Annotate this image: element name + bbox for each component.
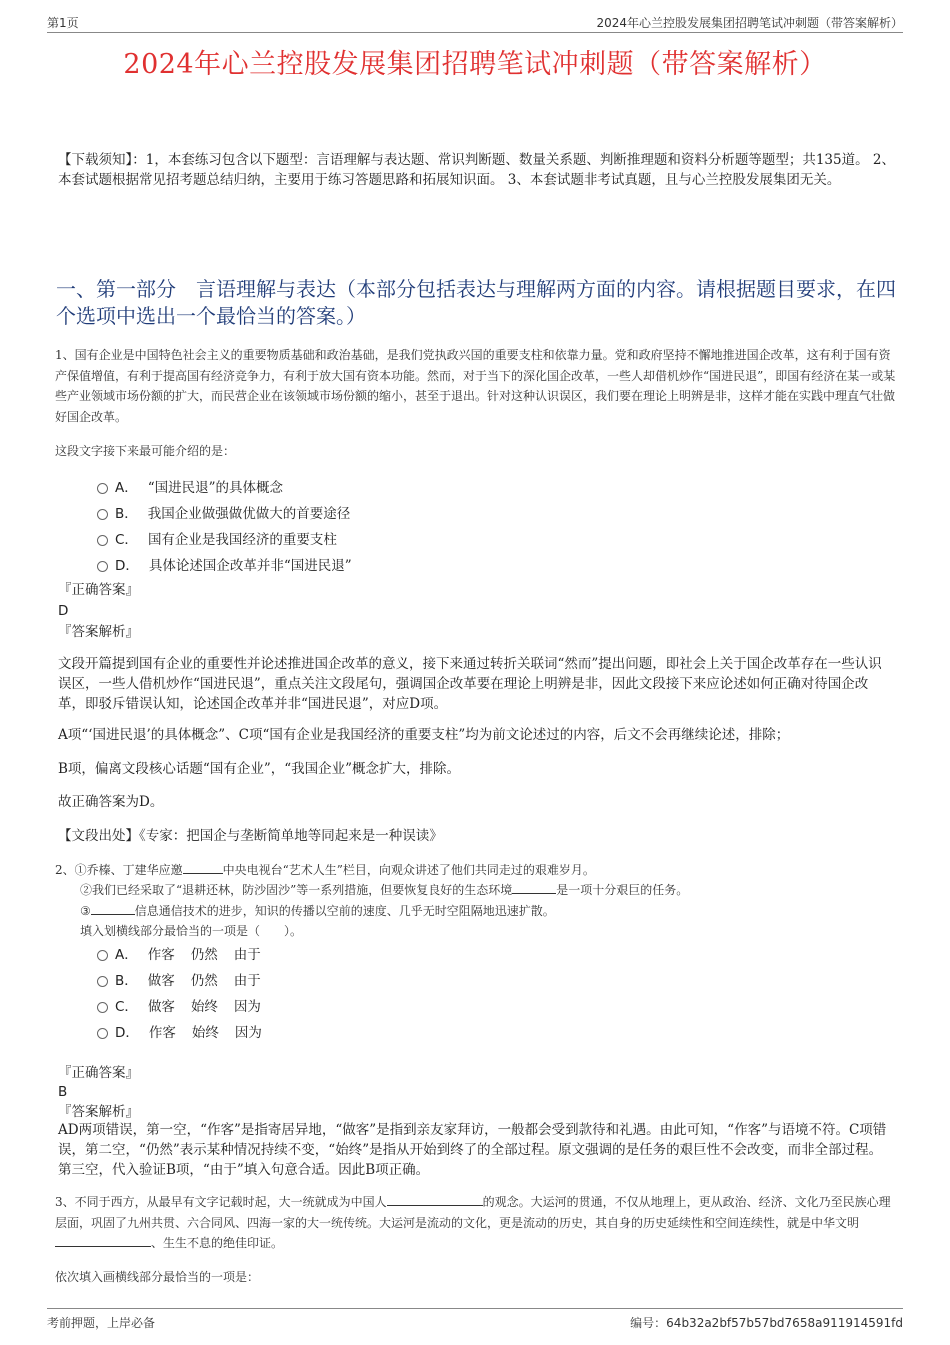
q2-option-c[interactable]: C． 做客 始终 因为 xyxy=(97,995,277,1015)
option-letter: A． xyxy=(115,480,138,496)
question-1-prompt: 这段文字接下来最可能介绍的是： xyxy=(55,444,236,458)
document-title: 2024年心兰控股发展集团招聘笔试冲刺题（带答案解析） xyxy=(123,49,827,80)
q1-analysis-paragraph: B项，偏离文段核心话题“国有企业”，“我国企业”概念扩大，排除。 xyxy=(58,761,461,777)
fill-blank xyxy=(55,1233,151,1247)
question-1-text: 1、国有企业是中国特色社会主义的重要物质基础和政治基础，是我们党执政兴国的重要支柱和依靠力量。党和政府坚持不懈地推进国企改革，这有利于国有资产保值增值，有利于提高国有经济竞争力，有利于放大国有资本功能。然而，对于当下的深化国企改革，一些人却借机炒作“国进民退”，即国有经济在某一或某些产业领域市场份额的扩大，而民营企业在该领域市场份额的缩小，甚至于退出。针对这种认识误区，我们要在理论上明辨是非，这样才能在实践中理直气壮做好国企改革。 xyxy=(55,348,896,424)
q2-analysis-label: 『答案解析』 xyxy=(58,1104,139,1120)
q2-answer: B xyxy=(58,1084,68,1100)
q1-option-a[interactable] xyxy=(97,476,283,496)
q1-option-d[interactable] xyxy=(97,554,352,574)
radio-icon[interactable] xyxy=(97,561,108,572)
radio-icon[interactable] xyxy=(97,950,108,961)
footer-slogan: 考前押题，上岸必备 xyxy=(47,1316,156,1330)
q1-analysis-paragraph: 故正确答案为D。 xyxy=(58,794,164,810)
option-text: 具体论述国企改革并非“国进民退” xyxy=(148,558,352,574)
option-text: 国有企业是我国经济的重要支柱 xyxy=(147,532,337,548)
option-letter: D． xyxy=(115,1025,139,1041)
option-letter: A． xyxy=(115,947,138,963)
q1-source: 【文段出处】《专家：把国企与垄断简单地等同起来是一种误读》 xyxy=(58,828,443,844)
option-text: “国进民退”的具体概念 xyxy=(147,480,284,496)
question-2-line-2: ②我们已经采取了“退耕还林，防沙固沙”等一系列措施，但要恢复良好的生态环境 是一项十分艰巨的任务。 xyxy=(80,880,890,900)
question-2-line-3: ③ 信息通信技术的进步，知识的传播以空前的速度、几乎无时空阻隔地迅速扩散。 xyxy=(80,901,890,921)
q2-analysis: AD两项错误，第一空，“作客”是指寄居异地，“做客”是指到亲友家拜访，一般都会受到款待和礼遇。由此可知，“作客”与语境不符。C项错误，第二空，“仍然”表示某种情况持续不变，“始终”是指从开始到终了的全部过程。原文强调的是任务的艰巨性不会改变，而非全部过程。第三空，代入验证B项，“由于”填入句意合适。因此B项正确。 xyxy=(58,1122,887,1178)
option-letter: B． xyxy=(115,973,138,989)
fill-blank xyxy=(512,880,556,894)
radio-icon[interactable] xyxy=(97,509,108,520)
q1-analysis-label: 『答案解析』 xyxy=(58,624,139,640)
question-2-line-1: 2、①乔榛、丁建华应邀 中央电视台“艺术人生”栏目，向观众讲述了他们共同走过的艰难岁月。 xyxy=(55,860,897,881)
fill-blank xyxy=(387,1192,483,1206)
radio-icon[interactable] xyxy=(97,483,108,494)
question-3-text: 3、不同于西方，从最早有文字记载时起，大一统就成为中国人 的观念。大运河的贯通，不仅从地理上，更从政治、经济、文化乃至民族心理层面，巩固了九州共贯、六合同风、四海一家的大一统传统。大运河是流动的文化，更是流动的历史，其自身的历史延续性和空间连续性，就是中华文明、生生不息的绝佳印证。 xyxy=(55,1192,897,1254)
q2-answer-label: 『正确答案』 xyxy=(58,1065,139,1081)
footer-code: 编号：64b32a2bf57b57bd7658a911914591fd xyxy=(630,1316,903,1330)
q1-option-b[interactable] xyxy=(97,502,350,522)
option-text: 我国企业做强做优做大的首要途径 xyxy=(147,506,351,522)
radio-icon[interactable] xyxy=(97,1028,108,1039)
q2-option-a[interactable]: A． 作客 仍然 由于 xyxy=(97,943,277,963)
radio-icon[interactable] xyxy=(97,1002,108,1013)
option-letter: D． xyxy=(115,558,139,574)
fill-blank xyxy=(91,901,135,915)
fill-blank xyxy=(183,860,223,874)
question-2-prompt: 填入划横线部分最恰当的一项是（ ）。 xyxy=(80,924,303,938)
radio-icon[interactable] xyxy=(97,976,108,987)
q1-answer: D xyxy=(58,603,69,619)
header-doc-title: 2024年心兰控股发展集团招聘笔试冲刺题（带答案解析） xyxy=(596,16,903,30)
q2-option-d[interactable]: D． 作客 始终 因为 xyxy=(97,1021,278,1041)
question-3-prompt: 依次填入画横线部分最恰当的一项是： xyxy=(55,1270,260,1284)
option-letter: B． xyxy=(115,506,138,522)
q1-analysis-paragraph: A项“‘国进民退’的具体概念”、C项“国有企业是我国经济的重要支柱”均为前文论述过的内容，后文不会再继续论述，排除； xyxy=(58,727,790,743)
download-notice: 【下载须知】：1，本套练习包含以下题型：言语理解与表达题、常识判断题、数量关系题、判断推理题和资料分析题等题型；共135道。 2、本套试题根据常见招考题总结归纳，主要用于练习答题思路和拓展知识面。 3、本套试题非考试真题，且与心兰控股发展集团无关。 xyxy=(58,152,895,188)
radio-icon[interactable] xyxy=(97,535,108,546)
q2-option-b[interactable]: B． 做客 仍然 由于 xyxy=(97,969,277,989)
page-number: 第1页 xyxy=(47,16,79,30)
q1-answer-label: 『正确答案』 xyxy=(58,582,139,598)
section-heading: 一、第一部分 言语理解与表达（本部分包括表达与理解两方面的内容。请根据题目要求，在四个选项中选出一个最恰当的答案。） xyxy=(56,277,896,328)
q1-option-c[interactable] xyxy=(97,528,337,548)
option-letter: C． xyxy=(115,532,138,548)
running-footer xyxy=(47,1308,903,1331)
option-letter: C． xyxy=(115,999,138,1015)
running-header xyxy=(47,14,903,33)
q1-analysis-paragraph: 文段开篇提到国有企业的重要性并论述推进国企改革的意义，接下来通过转折关联词“然而”提出问题，即社会上关于国企改革存在一些认识误区，一些人借机炒作“国进民退”，重点关注文段尾句，强调国企改革要在理论上明辨是非，因此文段接下来应论述如何正确对待国企改革，即驳斥错误认知，论述国企改革并非“国进民退”，对应D项。 xyxy=(58,656,882,712)
